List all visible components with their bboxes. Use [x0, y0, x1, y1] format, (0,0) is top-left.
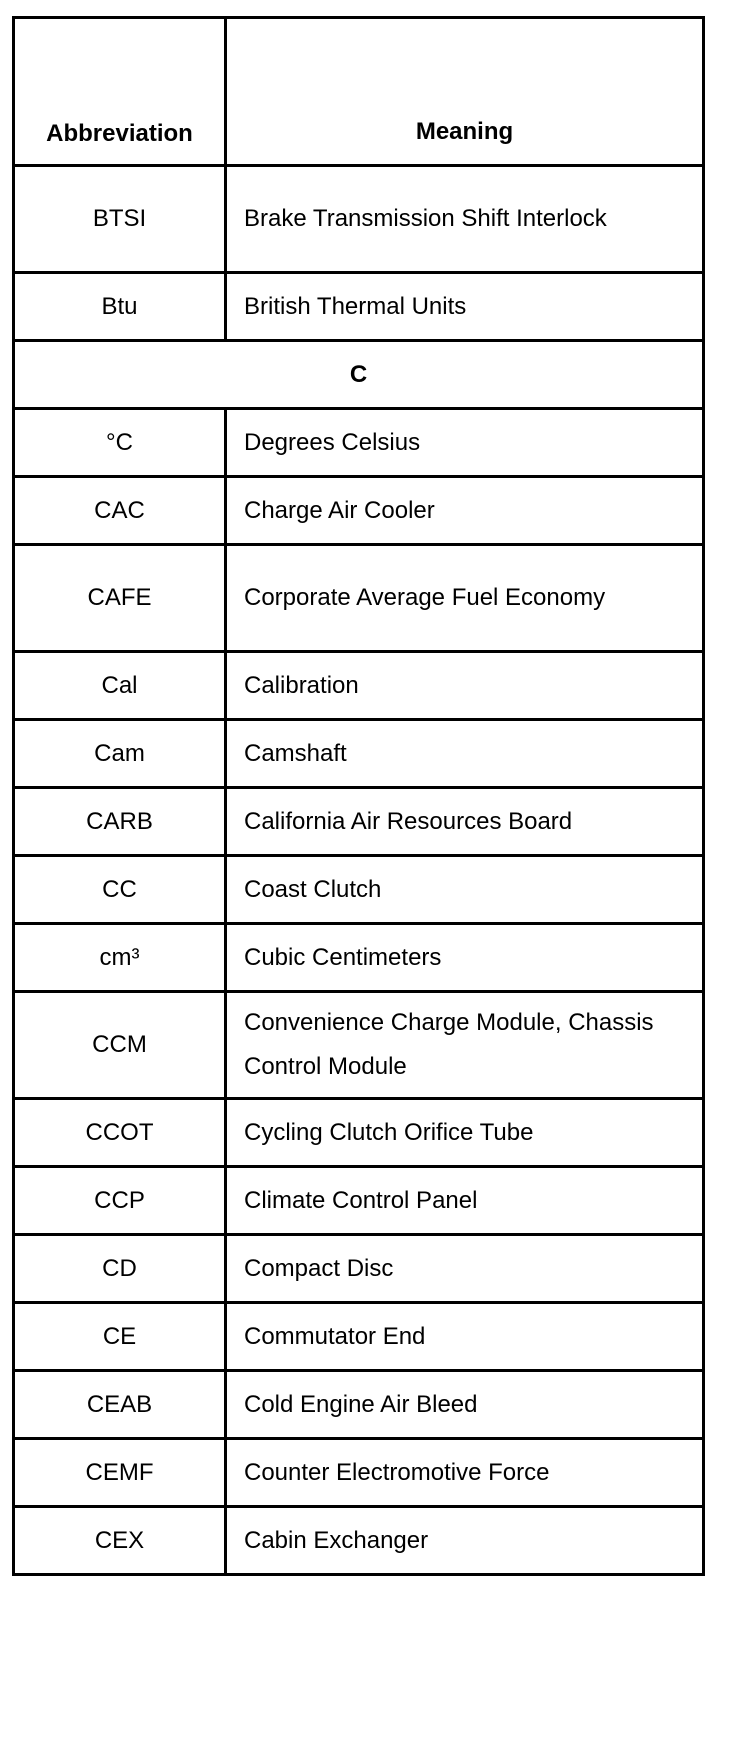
- table-row: [14, 1235, 704, 1303]
- table-row: [14, 1303, 704, 1371]
- meaning-cell: Degrees Celsius: [226, 409, 704, 477]
- meaning-cell: Convenience Charge Module, Chassis Control Module: [226, 992, 704, 1099]
- table-row: [14, 1167, 704, 1235]
- abbreviation-cell: CCM: [14, 992, 226, 1099]
- abbreviation-cell: Btu: [14, 273, 226, 341]
- meaning-cell: Commutator End: [226, 1303, 704, 1371]
- table-row: [14, 545, 704, 652]
- table-row: [14, 409, 704, 477]
- table-row: [14, 1371, 704, 1439]
- table-row: [14, 273, 704, 341]
- meaning-cell: Calibration: [226, 652, 704, 720]
- section-label: C: [14, 341, 704, 409]
- meaning-cell: Coast Clutch: [226, 856, 704, 924]
- abbreviation-cell: CC: [14, 856, 226, 924]
- meaning-cell: Camshaft: [226, 720, 704, 788]
- table-row: [14, 652, 704, 720]
- abbreviation-cell: Cam: [14, 720, 226, 788]
- meaning-cell: Corporate Average Fuel Economy: [226, 545, 704, 652]
- table-body: [14, 166, 704, 1575]
- abbreviation-cell: cm³: [14, 924, 226, 992]
- abbreviation-cell: CEAB: [14, 1371, 226, 1439]
- abbreviation-cell: CE: [14, 1303, 226, 1371]
- meaning-cell: California Air Resources Board: [226, 788, 704, 856]
- meaning-cell: Cabin Exchanger: [226, 1507, 704, 1575]
- abbreviation-cell: CD: [14, 1235, 226, 1303]
- meaning-cell: British Thermal Units: [226, 273, 704, 341]
- abbreviation-cell: CEX: [14, 1507, 226, 1575]
- meaning-cell: Counter Electromotive Force: [226, 1439, 704, 1507]
- abbreviation-cell: CARB: [14, 788, 226, 856]
- abbreviation-cell: CCOT: [14, 1099, 226, 1167]
- table-row: [14, 992, 704, 1099]
- abbreviation-cell: CAFE: [14, 545, 226, 652]
- header-row: [14, 18, 704, 166]
- meaning-cell: Cold Engine Air Bleed: [226, 1371, 704, 1439]
- table-row: [14, 788, 704, 856]
- meaning-cell: Cycling Clutch Orifice Tube: [226, 1099, 704, 1167]
- table-row: [14, 477, 704, 545]
- section-row: [14, 341, 704, 409]
- abbreviation-table: [12, 16, 705, 1576]
- table-row: [14, 720, 704, 788]
- meaning-header: Meaning: [226, 18, 704, 166]
- abbreviation-cell: BTSI: [14, 166, 226, 273]
- table-row: [14, 1099, 704, 1167]
- table-row: [14, 1439, 704, 1507]
- abbreviation-cell: CCP: [14, 1167, 226, 1235]
- abbreviation-cell: CEMF: [14, 1439, 226, 1507]
- abbreviation-cell: °C: [14, 409, 226, 477]
- abbreviation-cell: Cal: [14, 652, 226, 720]
- table-row: [14, 856, 704, 924]
- meaning-cell: Brake Transmission Shift Interlock: [226, 166, 704, 273]
- abbreviation-cell: CAC: [14, 477, 226, 545]
- table-row: [14, 1507, 704, 1575]
- table-row: [14, 166, 704, 273]
- meaning-cell: Climate Control Panel: [226, 1167, 704, 1235]
- meaning-cell: Cubic Centimeters: [226, 924, 704, 992]
- table-row: [14, 924, 704, 992]
- abbreviation-header: Abbreviation: [14, 18, 226, 166]
- meaning-cell: Charge Air Cooler: [226, 477, 704, 545]
- meaning-cell: Compact Disc: [226, 1235, 704, 1303]
